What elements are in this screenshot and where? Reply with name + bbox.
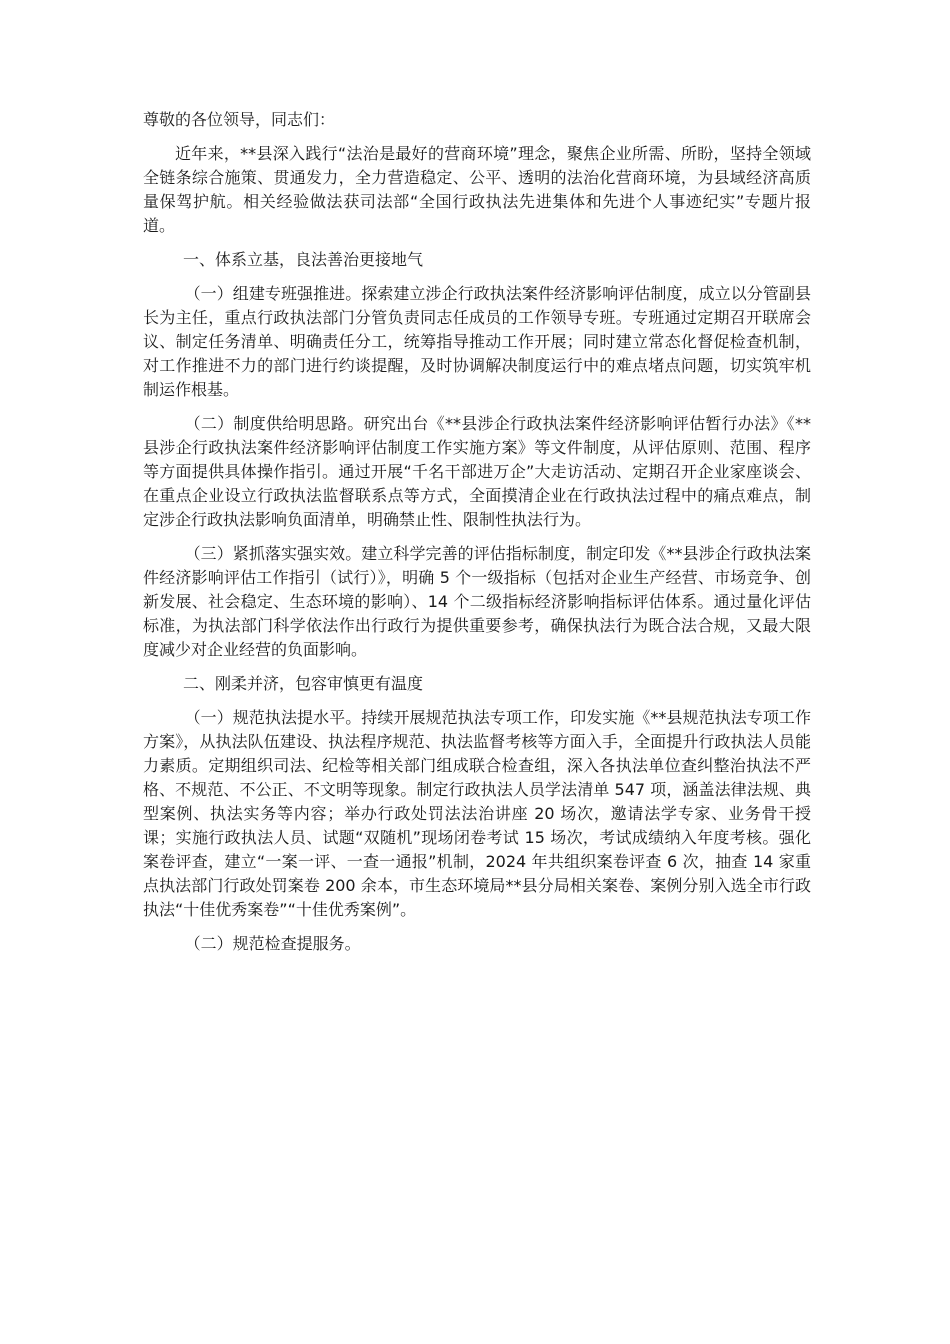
intro-paragraph: 近年来，**县深入践行“法治是最好的营商环境”理念，聚焦企业所需、所盼，坚持全领域全链条综合施策、贯通发力，全力营造稳定、公平、透明的法治化营商环境，为县域经济高质量保驾护航。相关经验做法获司法部“全国行政执法先进集体和先进个人事迹纪实”专题片报道。 bbox=[143, 144, 811, 235]
section-2-item-1: （一）规范执法提水平。持续开展规范执法专项工作，印发实施《**县规范执法专项工作方案》，从执法队伍建设、执法程序规范、执法监督考核等方面入手，全面提升行政执法人员能力素质。定期组织司法、纪检等相关部门组成联合检查组，深入各执法单位查纠整治执法不严格、不规范、不公正、不文明等现象。制定行政执法人员学法清单 547 项，涵盖法律法规、典型案例、执法实务等内容；举办行政处罚法法治讲座 20 场次，邀请法学专家、业务骨干授课；实施行政执法人员、试题“双随机”现场闭卷考试 15 场次，考试成绩纳入年度考核。强化案卷评查，建立“一案一评、一查一通报”机制，2024 年共组织案卷评查 6 次，抽查 14 家重点执法部门行政处罚案卷 200 余本，市生态环境局**县分局相关案卷、案例分别入选全市行政执法“十佳优秀案卷”“十佳优秀案例”。 bbox=[143, 708, 811, 919]
document-page bbox=[143, 108, 811, 966]
section-1-item-2: （二）制度供给明思路。研究出台《**县涉企行政执法案件经济影响评估暂行办法》《**县涉企行政执法案件经济影响评估制度工作实施方案》等文件制度，从评估原则、范围、程序等方面提供具体操作指引。通过开展“千名干部进万企”大走访活动、定期召开企业家座谈会、在重点企业设立行政执法监督联系点等方式，全面摸清企业在行政执法过程中的痛点难点，制定涉企行政执法影响负面清单，明确禁止性、限制性执法行为。 bbox=[143, 414, 811, 529]
salutation: 尊敬的各位领导，同志们： bbox=[143, 110, 336, 129]
section-1-item-1: （一）组建专班强推进。探索建立涉企行政执法案件经济影响评估制度，成立以分管副县长为主任，重点行政执法部门分管负责同志任成员的工作领导专班。专班通过定期召开联席会议、制定任务清单、明确责任分工，统筹指导推动工作开展；同时建立常态化督促检查机制，对工作推进不力的部门进行约谈提醒，及时协调解决制度运行中的难点堵点问题，切实筑牢机制运作根基。 bbox=[143, 284, 811, 399]
section-1-item-3: （三）紧抓落实强实效。建立科学完善的评估指标制度，制定印发《**县涉企行政执法案件经济影响评估工作指引（试行）》，明确 5 个一级指标（包括对企业生产经营、市场竞争、创新发展、社会稳定、生态环境的影响）、14 个二级指标经济影响指标评估体系。通过量化评估标准，为执法部门科学依法作出行政行为提供重要参考，确保执法行为既合法合规，又最大限度减少对企业经营的负面影响。 bbox=[143, 544, 811, 659]
section-2-item-2: （二）规范检查提服务。 bbox=[184, 934, 361, 953]
section-2-heading: 二、刚柔并济，包容审慎更有温度 bbox=[183, 674, 424, 693]
section-1-heading: 一、体系立基，良法善治更接地气 bbox=[183, 250, 424, 269]
